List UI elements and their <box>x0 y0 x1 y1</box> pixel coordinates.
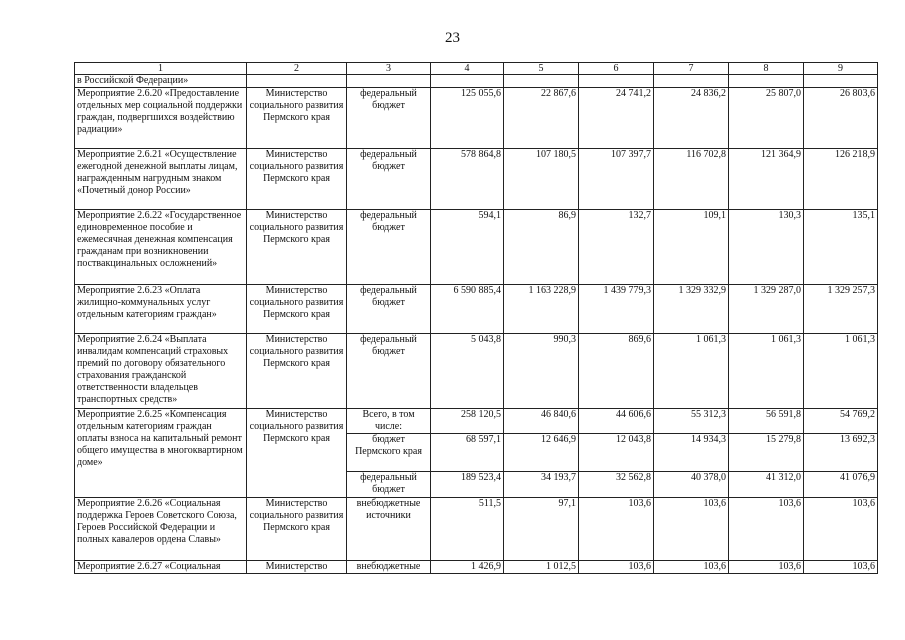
value-cell: 97,1 <box>504 498 579 561</box>
value-cell: 40 378,0 <box>654 472 729 498</box>
value-cell: 869,6 <box>579 334 654 409</box>
value-cell: 22 867,6 <box>504 88 579 149</box>
value-cell: 1 426,9 <box>431 561 504 574</box>
value-cell: 24 836,2 <box>654 88 729 149</box>
executor-cell: Министерство социального развития Пермского края <box>247 210 347 285</box>
page-number: 23 <box>445 30 460 46</box>
value-cell: 107 397,7 <box>579 149 654 210</box>
table-row <box>75 334 878 409</box>
value-cell: 578 864,8 <box>431 149 504 210</box>
source-cell: бюджет Пермского края <box>347 434 431 472</box>
value-cell: 15 279,8 <box>729 434 804 472</box>
measure-cell: Мероприятие 2.6.21 «Осуществление ежегодной денежной выплаты лицам, награжденным нагрудным знаком «Почетный донор России» <box>75 149 247 210</box>
source-cell: федеральный бюджет <box>347 472 431 498</box>
measure-cell: Мероприятие 2.6.27 «Социальная <box>75 561 247 574</box>
value-cell: 25 807,0 <box>729 88 804 149</box>
header-cell: 5 <box>504 63 579 75</box>
table-row <box>75 409 878 434</box>
value-cell: 1 163 228,9 <box>504 285 579 334</box>
source-cell: федеральный бюджет <box>347 149 431 210</box>
value-cell: 103,6 <box>654 498 729 561</box>
executor-cell: Министерство социального развития Пермского края <box>247 149 347 210</box>
measure-cell: в Российской Федерации» <box>75 75 247 88</box>
value-cell: 125 055,6 <box>431 88 504 149</box>
executor-cell: Министерство <box>247 561 347 574</box>
value-cell: 511,5 <box>431 498 504 561</box>
value-cell: 116 702,8 <box>654 149 729 210</box>
value-cell: 103,6 <box>654 561 729 574</box>
value-cell: 54 769,2 <box>804 409 878 434</box>
header-cell: 1 <box>75 63 247 75</box>
value-cell: 1 061,3 <box>654 334 729 409</box>
value-cell: 594,1 <box>431 210 504 285</box>
value-cell: 24 741,2 <box>579 88 654 149</box>
carry-over-row <box>75 75 878 88</box>
value-cell: 103,6 <box>804 561 878 574</box>
source-cell: федеральный бюджет <box>347 334 431 409</box>
value-cell: 103,6 <box>804 498 878 561</box>
value-cell: 41 312,0 <box>729 472 804 498</box>
value-cell: 12 043,8 <box>579 434 654 472</box>
executor-cell: Министерство социального развития Пермского края <box>247 88 347 149</box>
value-cell: 103,6 <box>579 561 654 574</box>
value-cell: 41 076,9 <box>804 472 878 498</box>
table-row <box>75 561 878 574</box>
value-cell: 86,9 <box>504 210 579 285</box>
header-cell: 3 <box>347 63 431 75</box>
measure-cell: Мероприятие 2.6.20 «Предоставление отдельных мер социальной поддержки граждан, подвергшихся воздействию радиации» <box>75 88 247 149</box>
source-cell: федеральный бюджет <box>347 285 431 334</box>
measure-cell: Мероприятие 2.6.24 «Выплата инвалидам компенсаций страховых премий по договору обязательного страхования гражданской ответственности владельцев транспортных средств» <box>75 334 247 409</box>
value-cell: 1 329 332,9 <box>654 285 729 334</box>
table-row <box>75 210 878 285</box>
source-cell: Всего, в том числе: <box>347 409 431 434</box>
value-cell: 109,1 <box>654 210 729 285</box>
header-cell: 2 <box>247 63 347 75</box>
value-cell: 990,3 <box>504 334 579 409</box>
value-cell: 1 012,5 <box>504 561 579 574</box>
value-cell: 5 043,8 <box>431 334 504 409</box>
header-cell: 6 <box>579 63 654 75</box>
value-cell: 1 439 779,3 <box>579 285 654 334</box>
value-cell: 34 193,7 <box>504 472 579 498</box>
value-cell: 1 329 287,0 <box>729 285 804 334</box>
measure-cell: Мероприятие 2.6.23 «Оплата жилищно-коммунальных услуг отдельным категориям граждан» <box>75 285 247 334</box>
source-cell: внебюджетные источники <box>347 498 431 561</box>
value-cell: 6 590 885,4 <box>431 285 504 334</box>
header-cell: 9 <box>804 63 878 75</box>
header-cell: 4 <box>431 63 504 75</box>
value-cell: 258 120,5 <box>431 409 504 434</box>
value-cell: 126 218,9 <box>804 149 878 210</box>
table-row <box>75 285 878 334</box>
table-row <box>75 498 878 561</box>
value-cell: 135,1 <box>804 210 878 285</box>
value-cell: 121 364,9 <box>729 149 804 210</box>
value-cell: 103,6 <box>729 561 804 574</box>
source-cell: федеральный бюджет <box>347 88 431 149</box>
value-cell: 12 646,9 <box>504 434 579 472</box>
header-cell: 8 <box>729 63 804 75</box>
value-cell: 130,3 <box>729 210 804 285</box>
budget-table <box>74 62 878 574</box>
value-cell: 107 180,5 <box>504 149 579 210</box>
value-cell: 55 312,3 <box>654 409 729 434</box>
executor-cell: Министерство социального развития Пермского края <box>247 498 347 561</box>
executor-cell: Министерство социального развития Пермского края <box>247 334 347 409</box>
value-cell: 1 329 257,3 <box>804 285 878 334</box>
value-cell: 189 523,4 <box>431 472 504 498</box>
measure-cell: Мероприятие 2.6.26 «Социальная поддержка Героев Советского Союза, Героев Российской Федерации и полных кавалеров ордена Славы» <box>75 498 247 561</box>
source-cell: федеральный бюджет <box>347 210 431 285</box>
value-cell: 26 803,6 <box>804 88 878 149</box>
source-cell: внебюджетные <box>347 561 431 574</box>
measure-cell: Мероприятие 2.6.22 «Государственное единовременное пособие и ежемесячная денежная компенсация гражданам при возникновении поствакцинальных осложнений» <box>75 210 247 285</box>
executor-cell: Министерство социального развития Пермского края <box>247 409 347 498</box>
table-row <box>75 88 878 149</box>
value-cell: 103,6 <box>729 498 804 561</box>
value-cell: 1 061,3 <box>729 334 804 409</box>
header-cell: 7 <box>654 63 729 75</box>
value-cell: 13 692,3 <box>804 434 878 472</box>
measure-cell: Мероприятие 2.6.25 «Компенсация отдельным категориям граждан оплаты взноса на капитальный ремонт общего имущества в многоквартирном доме» <box>75 409 247 498</box>
table-row <box>75 149 878 210</box>
value-cell: 132,7 <box>579 210 654 285</box>
value-cell: 1 061,3 <box>804 334 878 409</box>
value-cell: 44 606,6 <box>579 409 654 434</box>
executor-cell: Министерство социального развития Пермского края <box>247 285 347 334</box>
value-cell: 68 597,1 <box>431 434 504 472</box>
value-cell: 103,6 <box>579 498 654 561</box>
column-number-row <box>75 63 878 75</box>
value-cell: 14 934,3 <box>654 434 729 472</box>
value-cell: 32 562,8 <box>579 472 654 498</box>
value-cell: 46 840,6 <box>504 409 579 434</box>
value-cell: 56 591,8 <box>729 409 804 434</box>
